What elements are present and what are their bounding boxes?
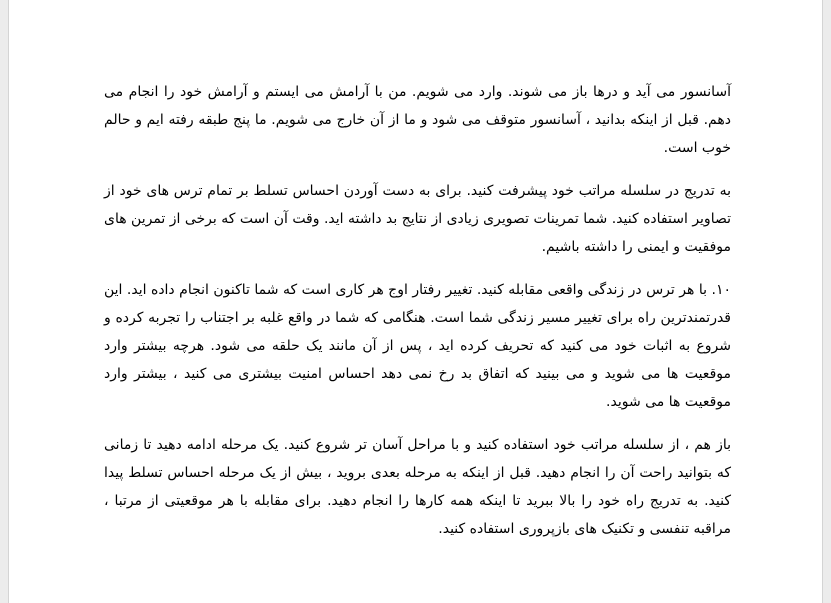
document-body	[104, 78, 731, 558]
paragraph-elevator: آسانسور می آید و درها باز می شوند. وارد می شویم. من با آرامش می ایستم و آرامش خود را انجام می دهم. قبل از اینکه بدانید ، آسانسور متوقف می شود و ما از آن خارج می شویم. ما پنج طبقه رفته ایم و حالم خوب است.	[104, 84, 731, 156]
paragraph-face-fears: ۱۰. با هر ترس در زندگی واقعی مقابله کنید. تغییر رفتار اوج هر کاری است که شما تاکنون انجام داده اید. این قدرتمندترین راه برای تغییر مسیر زندگی شما است. هنگامی که شما در واقع غلبه بر اجتناب را تجربه کرده و شروع به اثبات خود می کنید که تحریف کرده اید ، پس از آن مانند یک حلقه می شود. هرچه بیشتر وارد موقعیت ها می شوید و می بینید که اتفاق بد رخ نمی دهد احساس امنیت بیشتری می کنید ، بیشتر وارد موقعیت ها می شوید.	[104, 282, 731, 410]
paragraph-hierarchy-progress: به تدریج در سلسله مراتب خود پیشرفت کنید. برای به دست آوردن احساس تسلط بر تمام ترس های خود از تصاویر استفاده کنید. شما تمرینات تصویری زیادی از نتایج بد داشته اید. وقت آن است که برخی از تمرین های موفقیت و ایمنی را داشته باشیم.	[103, 183, 731, 255]
paragraph-easier-steps: باز هم ، از سلسله مراتب خود استفاده کنید و با مراحل آسان تر شروع کنید. یک مرحله ادامه دهید تا زمانی که بتوانید راحت آن را انجام دهید. قبل از اینکه به مرحله بعدی بروید ، بیش از یک مرحله احساس تسلط پیدا کنید. به تدریج راه خود را بالا ببرید تا اینکه همه کارها را انجام دهید. برای مقابله با هر موقعیتی از مرتبا ، مراقبه تنفسی و تکنیک های بازپروری استفاده کنید.	[104, 437, 731, 537]
document-page	[8, 0, 823, 603]
